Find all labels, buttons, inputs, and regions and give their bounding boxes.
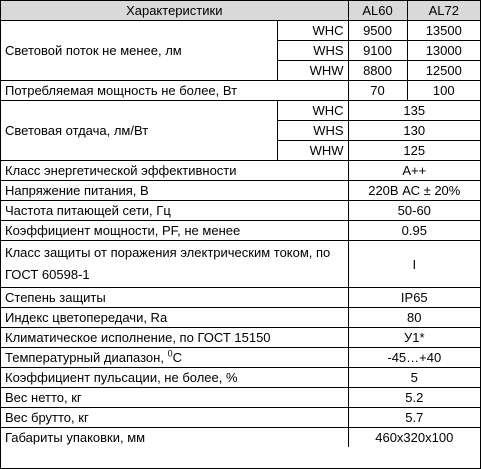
spec-value: 220В АС ± 20% (348, 181, 480, 201)
flux-value-al60: 8800 (348, 61, 407, 81)
flux-value-al72: 13000 (407, 41, 480, 61)
spec-label: Частота питающей сети, Гц (1, 201, 348, 221)
table-row (1, 328, 480, 348)
efficacy-value: 135 (348, 101, 480, 121)
spec-value: 460x320x100 (348, 428, 480, 448)
spec-label: Климатическое исполнение, по ГОСТ 15150 (1, 328, 348, 348)
header-al72: AL72 (407, 1, 480, 21)
table-row (1, 241, 480, 288)
efficacy-value: 125 (348, 141, 480, 161)
flux-value-al60: 9100 (348, 41, 407, 61)
flux-value-al72: 13500 (407, 21, 480, 41)
flux-type: WHW (277, 61, 348, 81)
flux-value-al72: 12500 (407, 61, 480, 81)
header-al60: AL60 (348, 1, 407, 21)
spec-label: Класс защиты от поражения электрическим током, по ГОСТ 60598-1 (1, 241, 348, 288)
power-value-al60: 70 (348, 81, 407, 101)
spec-label: Степень защиты (1, 288, 348, 308)
spec-value: IP65 (348, 288, 480, 308)
spec-value: 5.2 (348, 388, 480, 408)
spec-label: Вес брутто, кг (1, 408, 348, 428)
spec-label: Напряжение питания, В (1, 181, 348, 201)
table-row (1, 408, 480, 428)
table-row (1, 221, 480, 241)
efficacy-type: WHS (277, 121, 348, 141)
table-row (1, 388, 480, 408)
header-row (1, 1, 480, 21)
spec-label (1, 348, 348, 368)
power-value-al72: 100 (407, 81, 480, 101)
efficacy-type: WHC (277, 101, 348, 121)
flux-type: WHC (277, 21, 348, 41)
header-title: Характеристики (1, 1, 348, 21)
table-row (1, 101, 480, 121)
table-row (1, 21, 480, 41)
table-row (1, 428, 480, 448)
spec-value: 80 (348, 308, 480, 328)
power-label: Потребляемая мощность не более, Вт (1, 81, 348, 101)
degree-mark: 0 (167, 348, 173, 359)
spec-value: 50-60 (348, 201, 480, 221)
table-row (1, 308, 480, 328)
spec-table (1, 1, 480, 447)
efficacy-type: WHW (277, 141, 348, 161)
spec-value: 5.7 (348, 408, 480, 428)
table-row (1, 201, 480, 221)
spec-value: У1* (348, 328, 480, 348)
spec-value: I (348, 241, 480, 288)
temp-label-text: Температурный диапазон, (5, 350, 168, 365)
table-row (1, 368, 480, 388)
flux-type: WHS (277, 41, 348, 61)
spec-label: Индекс цветопередачи, Ra (1, 308, 348, 328)
spec-label: Класс энергетической эффективности (1, 161, 348, 181)
spec-label: Габариты упаковки, мм (1, 428, 348, 448)
flux-label: Световой поток не менее, лм (1, 21, 277, 81)
table-row (1, 81, 480, 101)
table-row (1, 288, 480, 308)
temp-label-unit: С (172, 350, 182, 365)
spec-value: -45…+40 (348, 348, 480, 368)
efficacy-value: 130 (348, 121, 480, 141)
table-row (1, 181, 480, 201)
spec-label: Вес нетто, кг (1, 388, 348, 408)
flux-value-al60: 9500 (348, 21, 407, 41)
efficacy-label: Световая отдача, лм/Вт (1, 101, 277, 161)
spec-value: A++ (348, 161, 480, 181)
spec-value: 0.95 (348, 221, 480, 241)
table-row (1, 161, 480, 181)
spec-label: Коэффициент мощности, PF, не менее (1, 221, 348, 241)
spec-label: Коэффициент пульсации, не более, % (1, 368, 348, 388)
spec-value: 5 (348, 368, 480, 388)
table-row (1, 348, 480, 368)
